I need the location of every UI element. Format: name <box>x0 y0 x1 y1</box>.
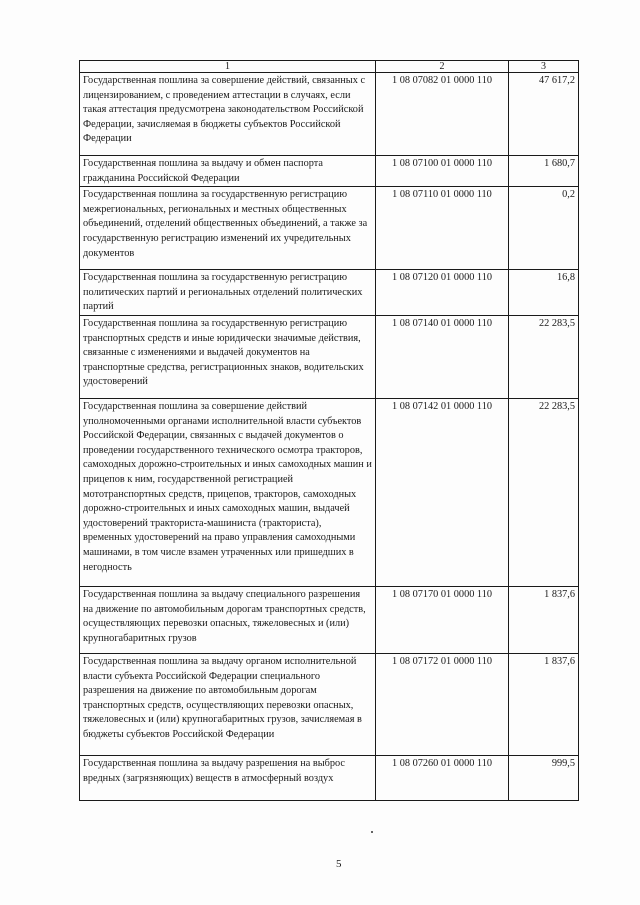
table-row <box>80 270 579 316</box>
row-amount: 1 837,6 <box>509 653 579 755</box>
table-row <box>80 156 579 187</box>
table-row <box>80 187 579 270</box>
scan-speck <box>371 831 373 833</box>
table-row <box>80 653 579 755</box>
row-code: 1 08 07172 01 0000 110 <box>376 653 509 755</box>
table-row <box>80 755 579 800</box>
row-code: 1 08 07082 01 0000 110 <box>376 73 509 156</box>
row-name: Государственная пошлина за выдачу и обмен паспорта гражданина Российской Федерации <box>80 156 376 187</box>
row-code: 1 08 07110 01 0000 110 <box>376 187 509 270</box>
column-header-3: 3 <box>509 61 579 73</box>
row-amount: 0,2 <box>509 187 579 270</box>
row-name: Государственная пошлина за выдачу органом исполнительной власти субъекта Российской Федерации специального разрешения на движение по автомобильным дорогам транспортных средств, осуществляющих перевозки опасных, тяжеловесных и (или) крупногабаритных грузов, зачисляемая в бюджеты субъектов Российской Федерации <box>80 653 376 755</box>
row-amount: 1 837,6 <box>509 586 579 653</box>
table-row <box>80 315 579 398</box>
row-amount: 1 680,7 <box>509 156 579 187</box>
table-row <box>80 398 579 586</box>
table-row <box>80 586 579 653</box>
row-amount: 22 283,5 <box>509 315 579 398</box>
row-code: 1 08 07140 01 0000 110 <box>376 315 509 398</box>
row-code: 1 08 07120 01 0000 110 <box>376 270 509 316</box>
row-name: Государственная пошлина за государственную регистрацию политических партий и региональных отделений политических партий <box>80 270 376 316</box>
row-code: 1 08 07142 01 0000 110 <box>376 398 509 586</box>
row-amount: 16,8 <box>509 270 579 316</box>
row-amount: 47 617,2 <box>509 73 579 156</box>
table-header-row <box>80 61 579 73</box>
column-header-2: 2 <box>376 61 509 73</box>
row-name: Государственная пошлина за государственную регистрацию межрегиональных, региональных и местных общественных объединений, отделений общественных объединений, а также за государственную регистрацию изменений их учредительных документов <box>80 187 376 270</box>
row-name: Государственная пошлина за государственную регистрацию транспортных средств и иные юридически значимые действия, связанные с изменениями и выдачей документов на транспортные средства, регистрационных знаков, водительских удостоверений <box>80 315 376 398</box>
row-name: Государственная пошлина за выдачу специального разрешения на движение по автомобильным дорогам транспортных средств, осуществляющих перевозки опасных, тяжеловесных и (или) крупногабаритных грузов <box>80 586 376 653</box>
row-amount: 999,5 <box>509 755 579 800</box>
page-number: 5 <box>336 858 342 870</box>
row-code: 1 08 07170 01 0000 110 <box>376 586 509 653</box>
row-name: Государственная пошлина за выдачу разрешения на выброс вредных (загрязняющих) веществ в атмосферный воздух <box>80 755 376 800</box>
row-name: Государственная пошлина за совершение действий уполномоченными органами исполнительной власти субъектов Российской Федерации, связанных с выдачей документов о проведении государственного технического осмотра тракторов, самоходных дорожно-строительных и иных самоходных машин и прицепов к ним, государственной регистрацией мототранспортных средств, прицепов, тракторов, самоходных дорожно-строительных и иных самоходных машин, выдачей удостоверений тракториста-машиниста (тракториста), временных удостоверений на право управления самоходными машинами, в том числе взамен утраченных или пришедших в негодность <box>80 398 376 586</box>
row-code: 1 08 07260 01 0000 110 <box>376 755 509 800</box>
revenue-table <box>79 60 579 801</box>
row-name: Государственная пошлина за совершение действий, связанных с лицензированием, с проведением аттестации в случаях, если такая аттестация предусмотрена законодательством Российской Федерации, зачисляемая в бюджеты субъектов Российской Федерации <box>80 73 376 156</box>
table-row <box>80 73 579 156</box>
column-header-1: 1 <box>80 61 376 73</box>
row-code: 1 08 07100 01 0000 110 <box>376 156 509 187</box>
row-amount: 22 283,5 <box>509 398 579 586</box>
